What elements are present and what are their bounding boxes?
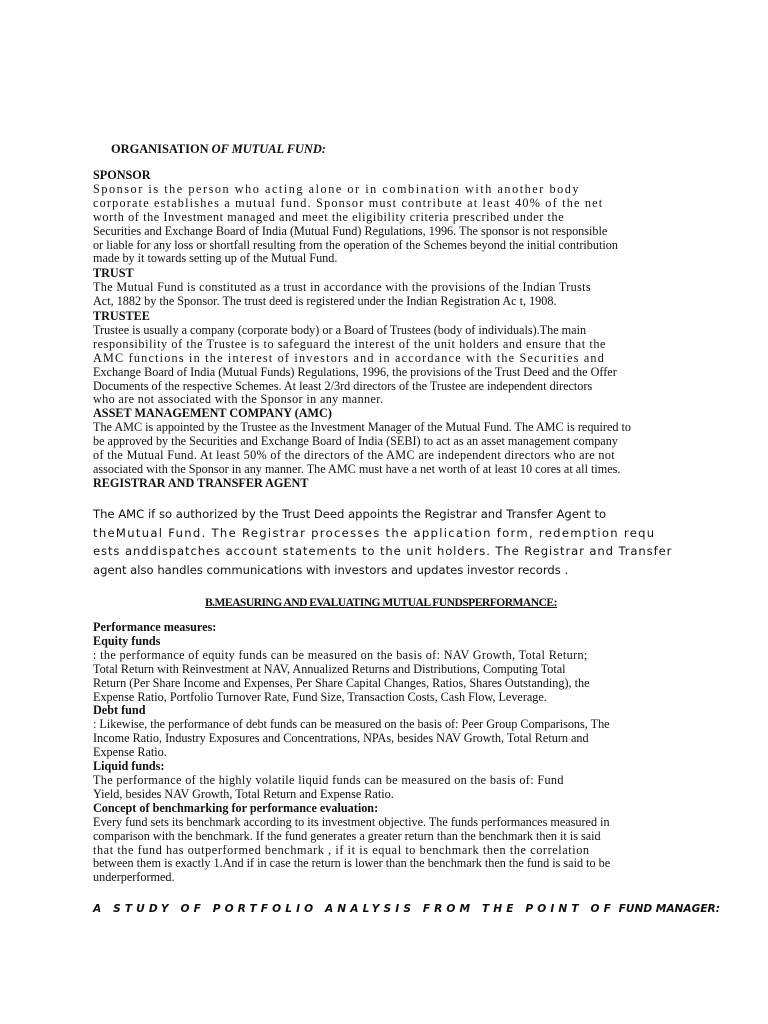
amc-heading: ASSET MANAGEMENT COMPANY (AMC) bbox=[93, 406, 332, 420]
liquid-heading: Liquid funds: bbox=[93, 759, 165, 774]
registrar-line: agent also handles communications with investors and updates investor records . bbox=[93, 562, 569, 577]
sponsor-line: Sponsor is the person who acting alone or in combination with another body bbox=[93, 181, 581, 196]
sponsor-line: or liable for any loss or shortfall resulting from the operation of the Schemes beyond the initial contribution bbox=[93, 237, 618, 252]
performance-section bbox=[93, 621, 673, 885]
trust-line: The Mutual Fund is constituted as a trust in accordance with the provisions of the Indian Trusts bbox=[93, 279, 592, 294]
equity-line: : the performance of equity funds can be measured on the basis of: NAV Growth, Total Return; bbox=[93, 647, 588, 662]
registrar-line: The AMC if so authorized by the Trust Deed appoints the Registrar and Transfer Agent to bbox=[93, 507, 607, 521]
study-heading-spaced: A STUDY OF PORTFOLIO ANALYSIS FROM THE POINT OF bbox=[93, 903, 615, 915]
sponsor-line: corporate establishes a mutual fund. Sponsor must contribute at least 40% of the net bbox=[93, 195, 604, 210]
liquid-line: Yield, besides NAV Growth, Total Return and Expense Ratio. bbox=[93, 786, 394, 801]
trust-section bbox=[93, 267, 673, 309]
benchmark-line: comparison with the benchmark. If the fund generates a greater return than the benchmark then it is said bbox=[93, 828, 601, 843]
amc-line: be approved by the Securities and Exchange Board of India (SEBI) to act as an asset management company bbox=[93, 433, 618, 448]
sponsor-line: worth of the Investment managed and meet the eligibility criteria prescribed under the bbox=[93, 209, 565, 224]
study-heading bbox=[93, 903, 720, 915]
benchmark-line: Every fund sets its benchmark according to its investment objective. The funds performances measured in bbox=[93, 814, 610, 829]
registrar-body bbox=[93, 505, 693, 579]
amc-line: The AMC is appointed by the Trustee as the Investment Manager of the Mutual Fund. The AMC is required to bbox=[93, 419, 631, 434]
amc-line: associated with the Sponsor in any manner. The AMC must have a net worth of at least 10 cores at all times. bbox=[93, 461, 621, 476]
sponsor-line: Securities and Exchange Board of India (Mutual Fund) Regulations, 1996. The sponsor is not responsible bbox=[93, 223, 608, 238]
debt-line: Income Ratio, Industry Exposures and Concentrations, NPAs, besides NAV Growth, Total Return and bbox=[93, 731, 589, 746]
equity-heading: Equity funds bbox=[93, 633, 161, 648]
trustee-section bbox=[93, 310, 673, 407]
benchmark-heading: Concept of benchmarking for performance evaluation: bbox=[93, 800, 379, 815]
trustee-line: responsibility of the Trustee is to safeguard the interest of the unit holders and ensure that the bbox=[93, 336, 607, 351]
trustee-line: Exchange Board of India (Mutual Funds) Regulations, 1996, the provisions of the Trust Deed and the Offer bbox=[93, 364, 617, 379]
benchmark-line: underperformed. bbox=[93, 870, 175, 885]
registrar-section bbox=[93, 477, 673, 491]
trustee-line: AMC functions in the interest of investors and in accordance with the Securities and bbox=[93, 350, 606, 365]
registrar-line: ests anddispatches account statements to the unit holders. The Registrar and Transfer bbox=[93, 544, 673, 559]
study-heading-tail: FUND MANAGER: bbox=[618, 903, 720, 915]
trust-line: Act, 1882 by the Sponsor. The trust deed is registered under the Indian Registration Ac t, 1908. bbox=[93, 293, 557, 308]
sponsor-section bbox=[93, 169, 673, 266]
sponsor-heading: SPONSOR bbox=[93, 168, 151, 182]
benchmark-line: between them is exactly 1.And if in case the return is lower than the benchmark then the fund is said to be bbox=[93, 856, 611, 871]
debt-heading: Debt fund bbox=[93, 703, 146, 718]
page-title bbox=[111, 142, 326, 157]
registrar-line: theMutual Fund. The Registrar processes the application form, redemption requ bbox=[93, 525, 656, 540]
trustee-line: who are not associated with the Sponsor in any manner. bbox=[93, 392, 384, 407]
title-main: ORGANISATION bbox=[111, 142, 209, 156]
debt-line: : Likewise, the performance of debt funds can be measured on the basis of: Peer Group Comparisons, The bbox=[93, 717, 610, 732]
trustee-line: Trustee is usually a company (corporate body) or a Board of Trustees (body of individuals).The main bbox=[93, 322, 587, 337]
liquid-line: The performance of the highly volatile liquid funds can be measured on the basis of: Fund bbox=[93, 772, 564, 787]
registrar-heading: REGISTRAR AND TRANSFER AGENT bbox=[93, 476, 309, 490]
trustee-line: Documents of the respective Schemes. At least 2/3rd directors of the Trustee are independent directors bbox=[93, 378, 593, 393]
equity-line: Return (Per Share Income and Expenses, Per Share Capital Changes, Ratios, Shares Outstanding), the bbox=[93, 675, 590, 690]
trustee-heading: TRUSTEE bbox=[93, 309, 150, 323]
trust-heading: TRUST bbox=[93, 266, 134, 280]
debt-line: Expense Ratio. bbox=[93, 745, 167, 760]
benchmark-line: that the fund has outperformed benchmark , if it is equal to benchmark then the correlation bbox=[93, 842, 590, 857]
sponsor-line: made by it towards setting up of the Mutual Fund. bbox=[93, 251, 338, 266]
section-b-heading: B.MEASURING AND EVALUATING MUTUAL FUNDSPERFORMANCE: bbox=[205, 596, 557, 609]
equity-line: Expense Ratio, Portfolio Turnover Rate, Fund Size, Transaction Costs, Cash Flow, Leverage. bbox=[93, 689, 547, 704]
amc-line: of the Mutual Fund. At least 50% of the directors of the AMC are independent directors who are not bbox=[93, 447, 616, 462]
equity-line: Total Return with Reinvestment at NAV, Annualized Returns and Distributions, Computing Total bbox=[93, 661, 566, 676]
amc-section bbox=[93, 407, 673, 477]
performance-heading: Performance measures: bbox=[93, 620, 217, 634]
title-italic: OF MUTUAL FUND: bbox=[211, 142, 326, 156]
